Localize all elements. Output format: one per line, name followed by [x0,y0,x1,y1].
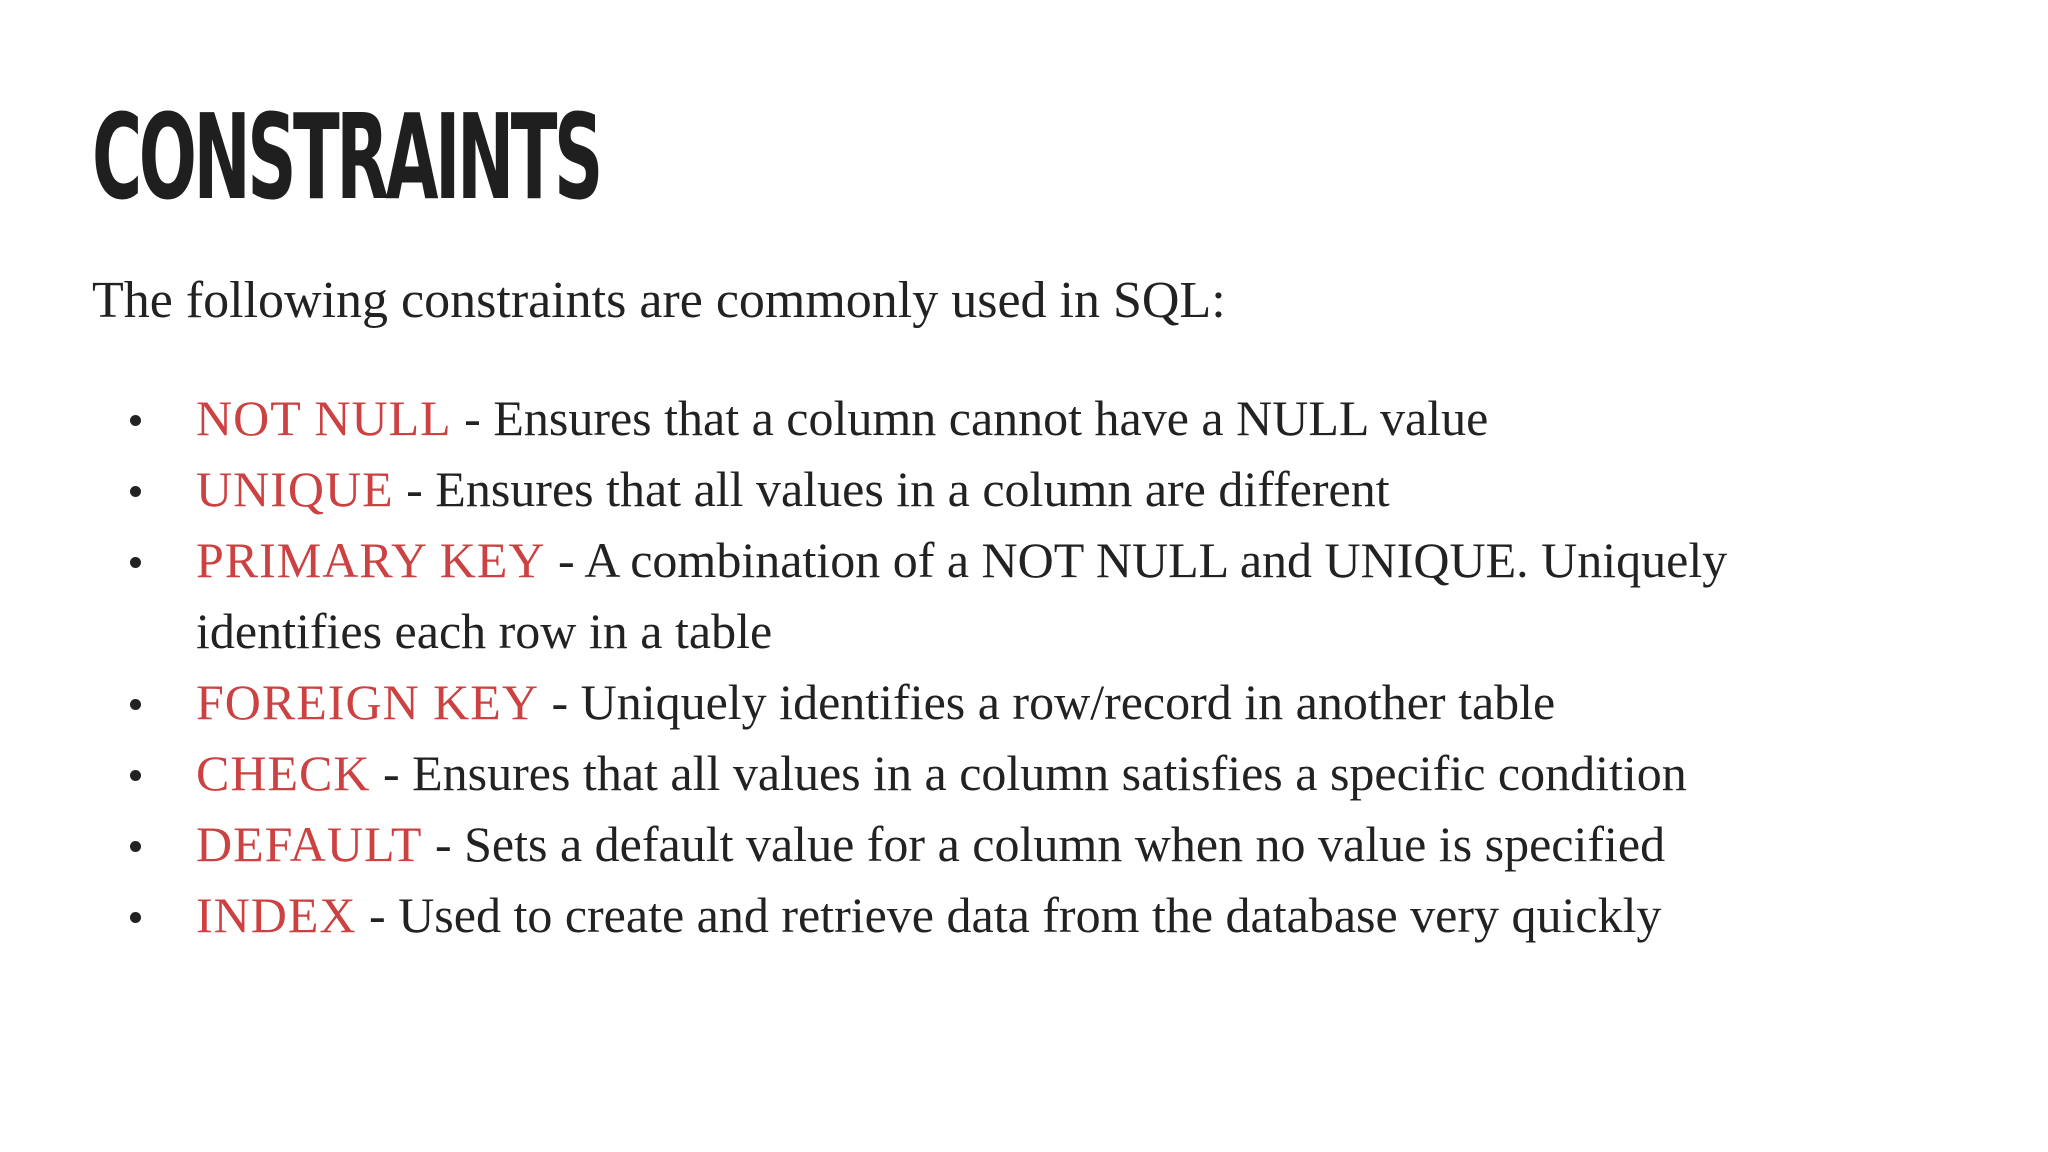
constraint-term: INDEX [196,887,357,943]
term-separator: - [545,532,585,588]
constraint-term: FOREIGN KEY [196,674,539,730]
term-separator: - [356,887,399,943]
list-item-check [0,738,1960,809]
constraint-description: Uniquely identifies a row/record in another table [580,674,1556,730]
constraint-term: DEFAULT [196,816,423,872]
list-item-primary-key [0,525,1960,667]
bullet-dot-icon [130,912,141,923]
list-item-unique [0,454,1960,525]
bullet-dot-icon [130,699,141,710]
bullet-dot-icon [130,770,141,781]
bullet-dot-icon [130,841,141,852]
slide-title: CONSTRAINTS [92,88,600,226]
constraint-description: Ensures that all values in a column satisfies a specific condition [412,745,1687,801]
term-separator: - [393,461,436,517]
constraint-term: UNIQUE [196,461,394,517]
list-item-not-null [0,383,1960,454]
constraint-term: PRIMARY KEY [196,532,546,588]
constraints-list [0,383,1960,951]
bullet-dot-icon [130,415,141,426]
constraint-description: A combination of a NOT NULL and UNIQUE. Uniquely identifies each row in a table [196,532,1728,659]
bullet-dot-icon [130,486,141,497]
term-separator: - [538,674,581,730]
term-separator: - [370,745,413,801]
list-item-default [0,809,1960,880]
bullet-dot-icon [130,557,141,568]
constraint-description: Sets a default value for a column when no value is specified [464,816,1666,872]
constraint-description: Used to create and retrieve data from the database very quickly [398,887,1662,943]
constraint-description: Ensures that all values in a column are different [435,461,1390,517]
intro-text: The following constraints are commonly used in SQL: [92,272,1226,329]
term-separator: - [451,390,494,446]
list-item-foreign-key [0,667,1960,738]
constraint-term: CHECK [196,745,371,801]
term-separator: - [422,816,465,872]
list-item-index [0,880,1960,951]
constraint-term: NOT NULL [196,390,452,446]
constraint-description: Ensures that a column cannot have a NULL value [493,390,1489,446]
